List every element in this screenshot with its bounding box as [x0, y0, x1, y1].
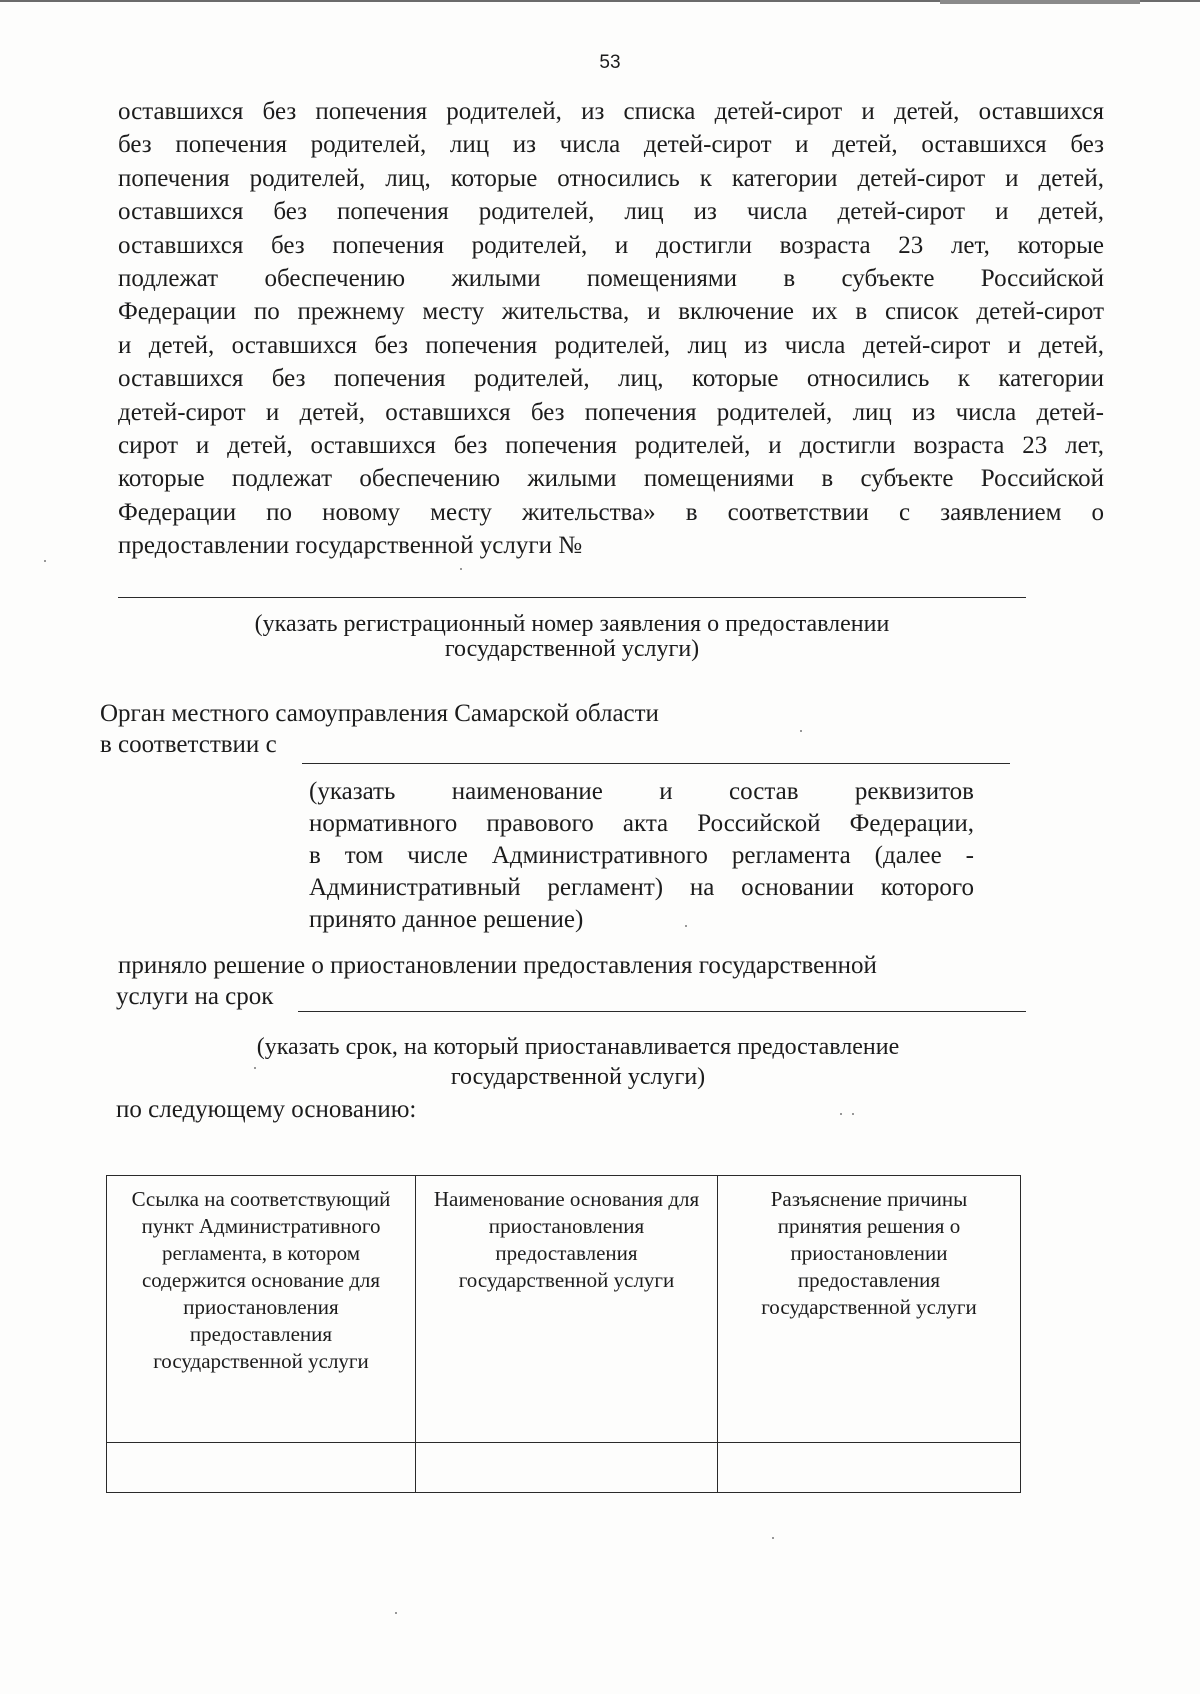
decision-line-1: приняло решение о приостановлении предоставления государственной	[118, 952, 877, 979]
table-header-cell: Разъяснение причины принятия решения о приостановлении предоставления государственной услуги	[718, 1176, 1021, 1443]
act-note-line: Административный регламент) на основании которого	[309, 874, 974, 901]
paragraph-line: оставшихся без попечения родителей, лиц из числа детей-сирот и детей,	[118, 198, 1104, 226]
scan-speck	[800, 730, 802, 732]
basis-label: по следующему основанию:	[116, 1096, 417, 1123]
table-cell[interactable]	[107, 1443, 416, 1493]
scan-speck	[685, 925, 687, 927]
act-note-line: принято данное решение)	[309, 906, 584, 933]
scan-speck	[254, 1067, 256, 1069]
paragraph-line: предоставлении государственной услуги №	[118, 532, 583, 560]
paragraph-line: Федерации по новому месту жительства» в соответствии с заявлением о	[118, 498, 1104, 526]
act-field-line	[302, 763, 1010, 764]
scan-speck	[852, 1113, 854, 1115]
page-number: 53	[599, 52, 621, 73]
main-paragraph	[118, 95, 1104, 562]
paragraph-line: подлежат обеспечению жилыми помещениями в субъекте Российской	[118, 264, 1104, 292]
scan-mark	[940, 0, 1140, 4]
act-note	[309, 776, 974, 936]
table-header-cell: Наименование основания для приостановления предоставления государственной услуги	[416, 1176, 718, 1443]
term-note	[118, 1032, 1038, 1092]
table-row	[107, 1443, 1021, 1493]
table-header-row	[107, 1176, 1021, 1443]
act-note-line: в том числе Административного регламента (далее -	[309, 842, 974, 869]
authority-line-2: в соответствии с	[100, 731, 277, 758]
paragraph-line: оставшихся без попечения родителей, из списка детей-сирот и детей, оставшихся	[118, 98, 1104, 125]
paragraph-line: оставшихся без попечения родителей, лиц, которые относились к категории	[118, 365, 1104, 393]
paragraph-line: Федерации по прежнему месту жительства, и включение их в список детей-сирот	[118, 298, 1104, 326]
term-note-line-1: (указать срок, на который приостанавливается предоставление	[256, 1034, 900, 1060]
paragraph-line: сирот и детей, оставшихся без попечения родителей, и достигли возраста 23 лет,	[118, 431, 1104, 459]
paragraph-line: детей-сирот и детей, оставшихся без попечения родителей, лиц из числа детей-	[118, 398, 1104, 426]
table-cell[interactable]	[416, 1443, 718, 1493]
paragraph-line: оставшихся без попечения родителей, и достигли возраста 23 лет, которые	[118, 231, 1104, 259]
table-cell[interactable]	[718, 1443, 1021, 1493]
scan-speck	[772, 1537, 774, 1539]
paragraph-line: без попечения родителей, лиц из числа детей-сирот и детей, оставшихся без	[118, 131, 1104, 159]
paragraph-line: попечения родителей, лиц, которые относились к категории детей-сирот и детей,	[118, 164, 1104, 192]
registration-number-field-line	[118, 597, 1026, 598]
decision-line-2: услуги на срок	[116, 983, 274, 1010]
term-note-line-2: государственной услуги)	[450, 1064, 706, 1090]
term-field-line	[298, 1011, 1026, 1012]
registration-note-line-2: государственной услуги)	[444, 636, 700, 662]
scan-speck	[460, 568, 462, 570]
scan-speck	[395, 1612, 397, 1614]
basis-table	[106, 1175, 1021, 1493]
registration-note	[118, 612, 1026, 662]
paragraph-line: и детей, оставшихся без попечения родителей, лиц из числа детей-сирот и детей,	[118, 331, 1104, 359]
paragraph-line: которые подлежат обеспечению жилыми помещениями в субъекте Российской	[118, 465, 1104, 493]
authority-line-1: Орган местного самоуправления Самарской области	[100, 700, 659, 727]
registration-note-line-1: (указать регистрационный номер заявления о предоставлении	[254, 611, 890, 637]
act-note-line: (указать наименование и состав реквизитов	[309, 778, 974, 805]
table-header-cell: Ссылка на соответствующий пункт Административного регламента, в котором содержится основание для приостановления предоставления государственной услуги	[107, 1176, 416, 1443]
scan-speck	[840, 1113, 842, 1115]
scan-speck	[44, 560, 46, 562]
act-note-line: нормативного правового акта Российской Федерации,	[309, 810, 974, 837]
